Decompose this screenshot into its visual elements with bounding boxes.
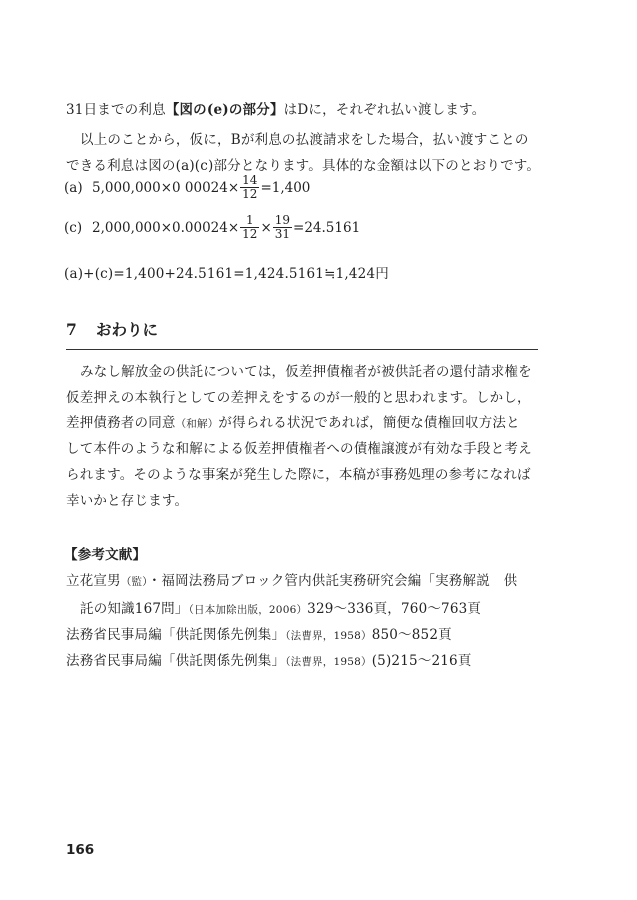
formula-c-fraction-2: [273, 214, 292, 241]
reference-1-publisher: （日本加除出版，2006）: [188, 604, 308, 616]
paragraph2-line3-text: 差押債務者の同意: [66, 415, 176, 431]
formula-c-result: =24.5161: [293, 219, 361, 236]
paragraph2-line5: られます。そのような事案が発生した際に，本稿が事務処理の参考になれば: [66, 467, 531, 483]
formula-c-fraction-2-denominator: 31: [274, 227, 291, 241]
formula-c-expression: 2,000,000×0.00024×: [92, 219, 240, 236]
paragraph1-line2: 以上のことから，仮に，Bが利息の払渡請求をした場合，払い渡すことの: [80, 132, 529, 148]
reference-2-publisher: （法曹界，1958）: [285, 630, 372, 642]
reference-1-line1: [66, 569, 517, 589]
figure-part-emphasis: 【図の(e)の部分】: [165, 102, 284, 118]
formula-sum: (a)+(c)=1,400+24.5161=1,424.5161≒1,424円: [64, 266, 389, 282]
paragraph2-line3-rest: が得られる状況であれば，簡便な債権回収方法と: [218, 415, 520, 431]
formula-a-label: (a): [64, 179, 83, 196]
paragraph2-line4: して本件のような和解による仮差押債権者への債権譲渡が有効な手段と考え: [66, 441, 532, 457]
reference-1-pages: 329〜336頁，760〜763頁: [307, 601, 482, 617]
paragraph1-line1-rest: はDに，それぞれ払い渡します。: [283, 102, 486, 118]
paragraph1-line1: [66, 98, 485, 118]
formula-a-expression: 5,000,000×0 00024×: [92, 179, 240, 196]
paragraph1-line3: できる利息は図の(a)(c)部分となります。具体的な金額は以下のとおりです。: [66, 158, 541, 174]
reference-1-title: ・福岡法務局ブロック管内供託実務研究会編「実務解説 供: [147, 573, 518, 589]
formula-c-fraction-2-numerator: 19: [274, 213, 291, 227]
reference-2: [66, 623, 452, 643]
paragraph2-line2: 仮差押えの本執行としての差押えをするのが一般的と思われます。しかし，: [66, 390, 531, 406]
reference-3-title: 法務省民事局編「供託関係先例集」: [66, 653, 286, 669]
formula-a-result: =1,400: [260, 179, 311, 196]
formula-c-fraction-1-denominator: 12: [242, 227, 258, 241]
page-number: 166: [66, 842, 95, 858]
section-number: 7: [66, 320, 77, 339]
paragraph2-line3-note: （和解）: [175, 418, 219, 430]
reference-2-pages: 850〜852頁: [371, 627, 452, 643]
section-heading: [66, 318, 158, 340]
reference-3-publisher: （法曹界，1958）: [285, 656, 372, 668]
references-heading: 【参考文献】: [64, 547, 147, 563]
paragraph2-line1: みなし解放金の供託については，仮差押債権者が被供託者の還付請求権を: [80, 364, 532, 380]
reference-1-author: 立花宣男: [66, 573, 121, 589]
paragraph2-line3: [66, 411, 520, 431]
formula-a: [64, 174, 310, 201]
paragraph2-line6: 幸いかと存じます。: [66, 493, 189, 509]
reference-1-role: （監）: [120, 576, 148, 588]
section-divider: [66, 349, 538, 350]
reference-1-title-cont: 託の知識167問」: [80, 601, 189, 617]
formula-a-fraction: [240, 174, 259, 201]
formula-a-denominator: 12: [242, 187, 258, 201]
reference-3: [66, 649, 472, 669]
formula-c-times: ×: [260, 219, 272, 236]
reference-2-title: 法務省民事局編「供託関係先例集」: [66, 627, 286, 643]
formula-c-label: (c): [64, 219, 83, 236]
formula-a-numerator: 14: [242, 173, 258, 187]
formula-c-fraction-1: [240, 214, 259, 241]
reference-1-line2: [80, 597, 481, 617]
reference-3-pages: (5)215〜216頁: [371, 653, 472, 669]
paragraph1-line1-text: 31日までの利息: [66, 102, 166, 118]
formula-c: [64, 214, 360, 241]
section-title: おわりに: [96, 320, 159, 339]
formula-c-fraction-1-numerator: 1: [240, 214, 259, 228]
